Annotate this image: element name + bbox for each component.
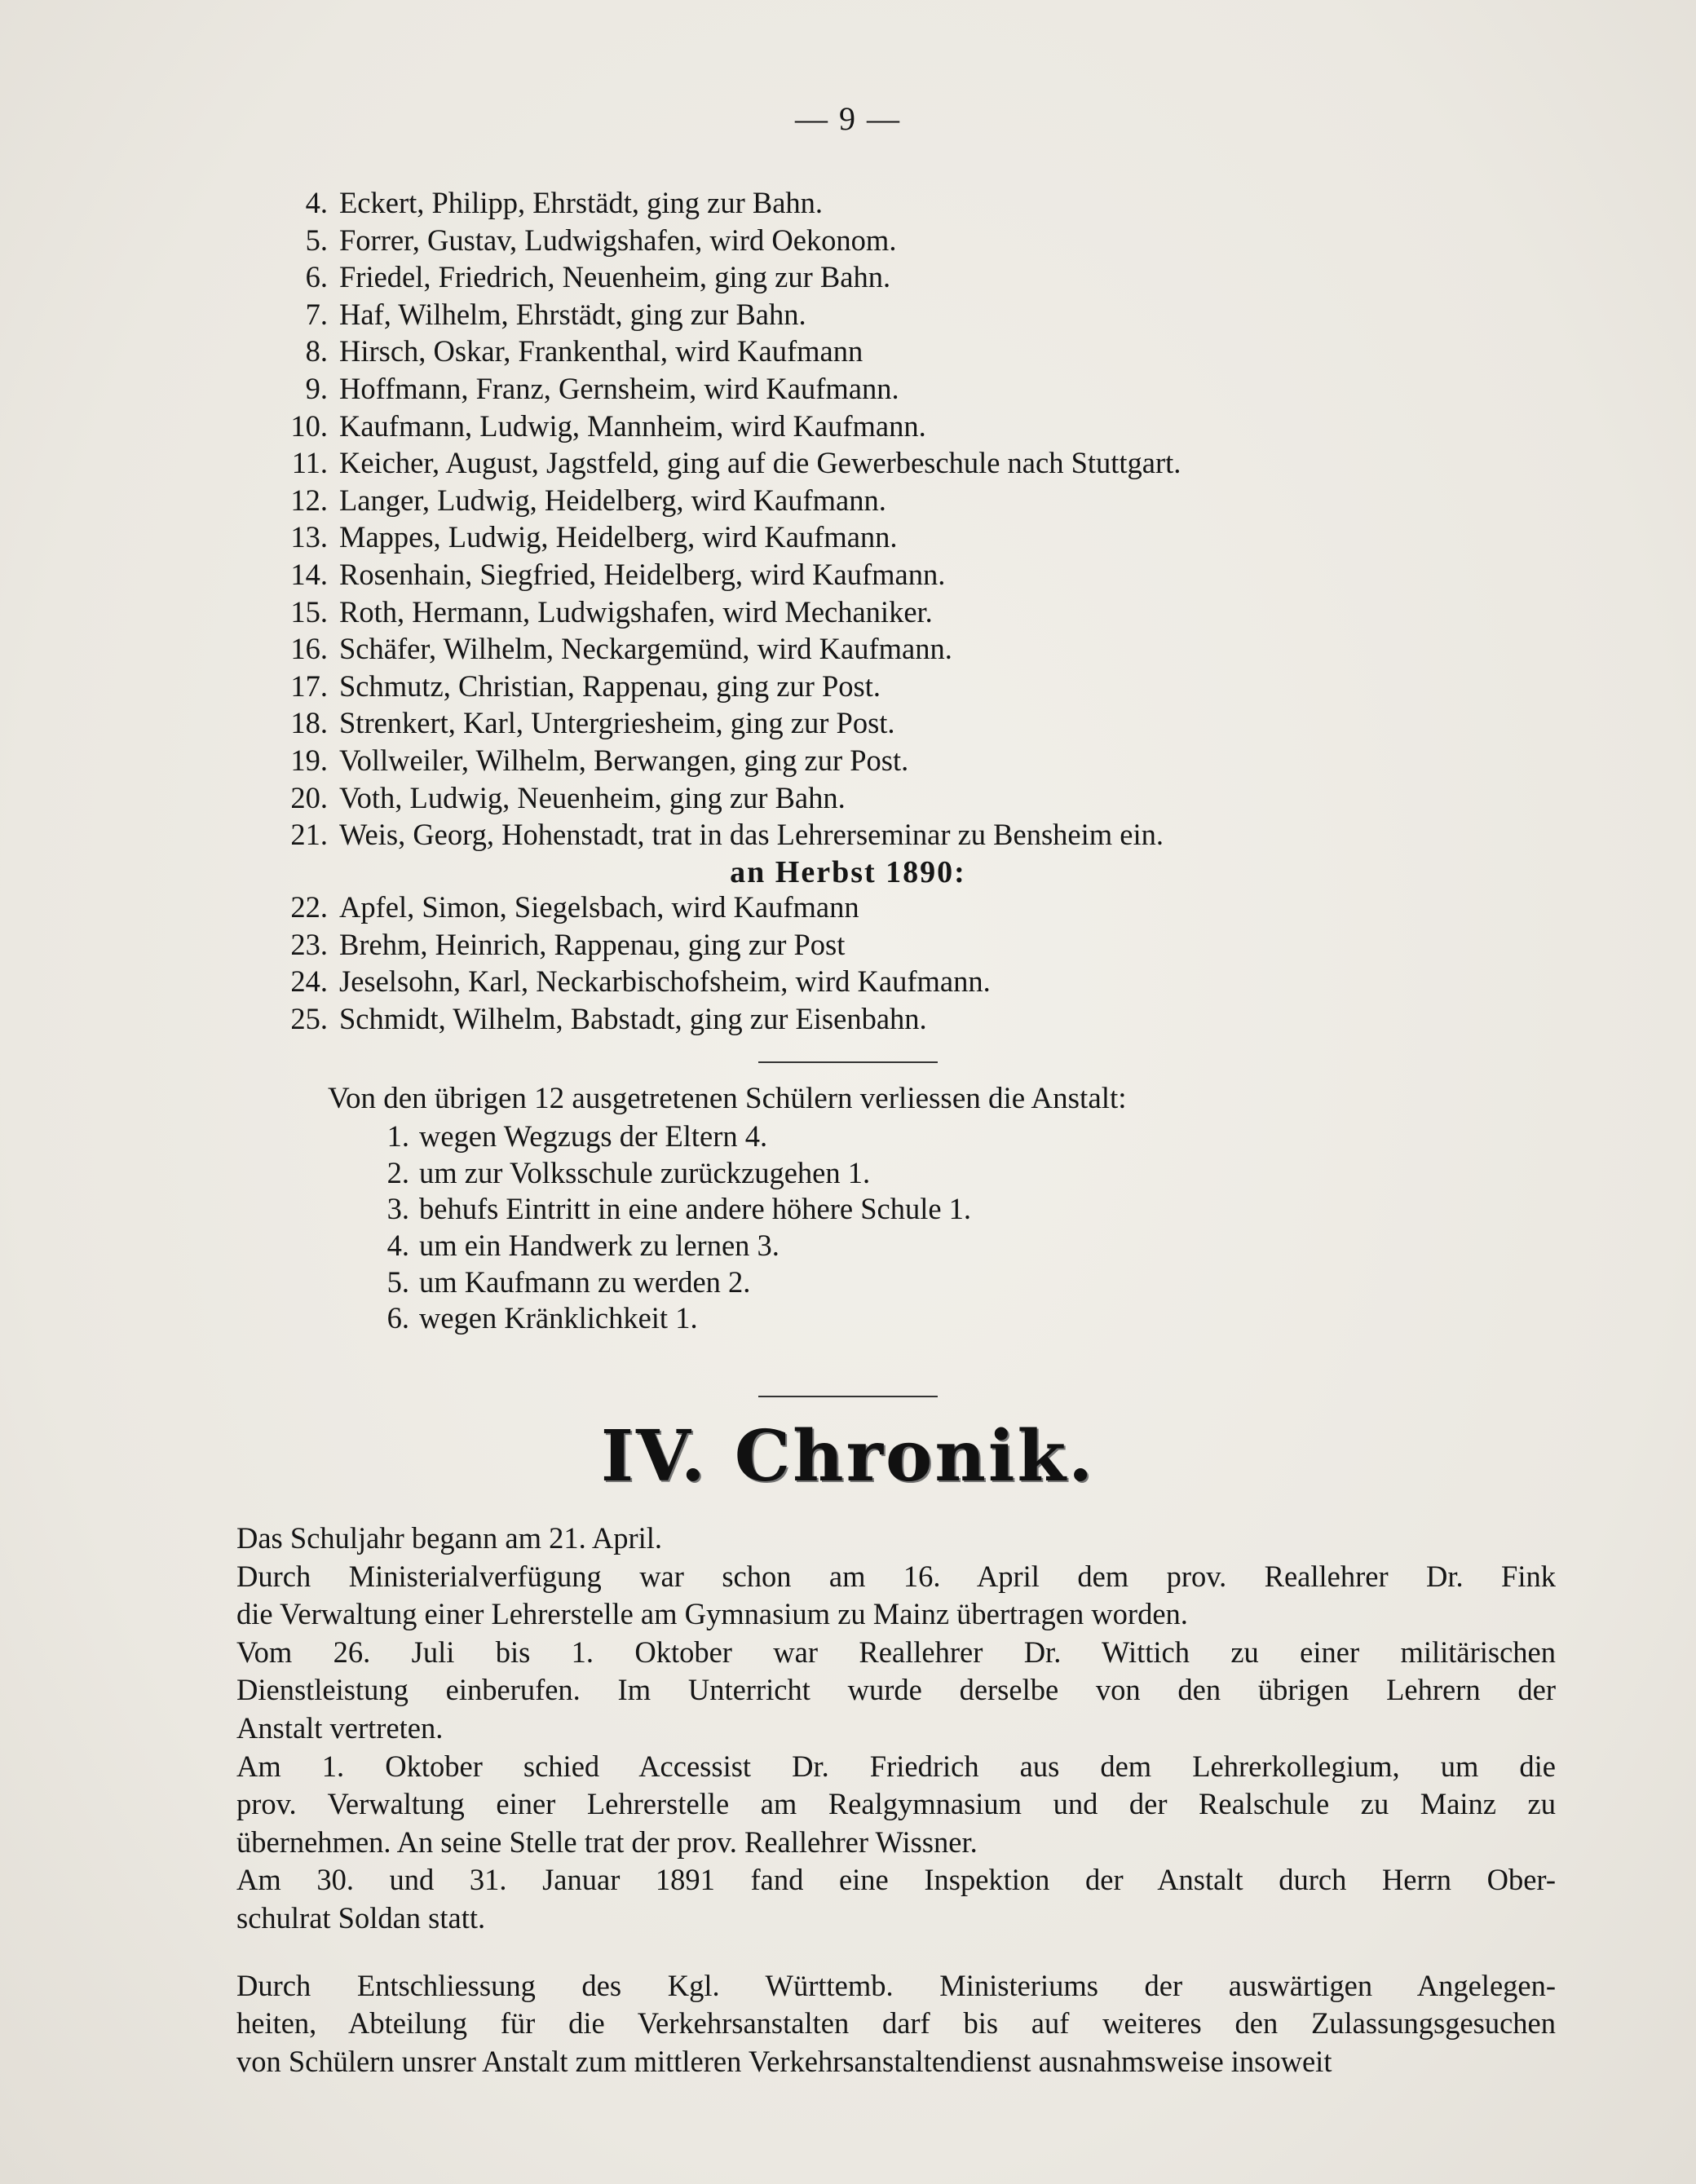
list-item-text: um ein Handwerk zu lernen 3.: [419, 1229, 780, 1263]
departure-reasons-list: [377, 1118, 1518, 1337]
text-line: Am 1. Oktober schied Accessist Dr. Friedrich aus dem Lehrerkollegium, um die: [236, 1749, 1556, 1783]
list-item-number: 25.: [290, 1001, 328, 1035]
list-item-number: 19.: [290, 743, 328, 777]
text-line: Am 30. und 31. Januar 1891 fand eine Inspektion der Anstalt durch Herrn Ober-: [236, 1863, 1556, 1897]
list-item: [377, 1191, 1518, 1228]
others-intro: Von den übrigen 12 ausgetretenen Schülern verliessen die Anstalt:: [328, 1082, 1127, 1115]
list-item-text: Brehm, Heinrich, Rappenau, ging zur Post: [339, 927, 846, 961]
paragraph-gap: [145, 1938, 1556, 1967]
list-item-number: 10.: [290, 408, 328, 443]
list-item-text: Schäfer, Wilhelm, Neckargemünd, wird Kaufmann.: [339, 632, 952, 666]
text-line: Durch Ministerialverfügung war schon am 16. April dem prov. Reallehrer Dr. Fink: [236, 1559, 1556, 1593]
list-item-number: 15.: [290, 594, 328, 629]
list-item: [277, 518, 1549, 556]
list-item-number: 21.: [290, 818, 328, 852]
autumn-subheading: an Herbst 1890:: [730, 855, 966, 889]
text-line: Vom 26. Juli bis 1. Oktober war Reallehrer Dr. Wittich zu einer militärischen: [236, 1635, 1556, 1669]
page-number: — 9 —: [795, 100, 901, 137]
list-item-number: 22.: [290, 890, 328, 924]
list-item: [377, 1155, 1518, 1192]
list-item-text: Weis, Georg, Hohenstadt, trat in das Lehrerseminar zu Bensheim ein.: [339, 818, 1164, 852]
list-item-number: 8.: [305, 334, 328, 368]
text-line: Anstalt vertreten.: [236, 1710, 444, 1745]
list-item: [277, 1000, 1549, 1038]
list-item: [377, 1228, 1518, 1264]
list-item-number: 5.: [305, 223, 328, 257]
list-item-text: Haf, Wilhelm, Ehrstädt, ging zur Bahn.: [339, 297, 806, 331]
text-line: von Schülern unsrer Anstalt zum mittleren Verkehrsanstaltendienst ausnahmsweise insoweit: [236, 2044, 1332, 2078]
list-item: [377, 1300, 1518, 1337]
list-item-text: Hirsch, Oskar, Frankenthal, wird Kaufmann: [339, 334, 863, 368]
list-item-text: wegen Kränklichkeit 1.: [419, 1301, 698, 1335]
list-item: [277, 963, 1549, 1000]
text-line: heiten, Abteilung für die Verkehrsanstalten darf bis auf weiteres den Zulassungsgesuchen: [236, 2006, 1556, 2041]
list-item-number: 1.: [386, 1119, 409, 1153]
list-item-number: 4.: [386, 1229, 409, 1263]
list-item: [277, 370, 1549, 408]
text-line: Das Schuljahr begann am 21. April.: [236, 1521, 663, 1555]
list-item-text: Vollweiler, Wilhelm, Berwangen, ging zur Post.: [339, 743, 909, 777]
list-item: [277, 333, 1549, 370]
list-item: [377, 1118, 1518, 1155]
list-item: [277, 630, 1549, 668]
list-item-number: 18.: [290, 706, 328, 740]
paragraph: [145, 1967, 1556, 2081]
divider-rule: [758, 1396, 938, 1397]
list-item-text: Strenkert, Karl, Untergriesheim, ging zur Post.: [339, 706, 895, 740]
list-item-number: 6.: [305, 260, 328, 294]
list-item-number: 5.: [386, 1264, 409, 1299]
list-item-number: 7.: [305, 297, 328, 331]
text-line: die Verwaltung einer Lehrerstelle am Gymnasium zu Mainz übertragen worden.: [236, 1597, 1188, 1631]
list-item: [277, 444, 1549, 482]
list-item-text: wegen Wegzugs der Eltern 4.: [419, 1119, 768, 1153]
divider-rule: [758, 1061, 938, 1063]
list-item-number: 11.: [291, 446, 328, 480]
list-item-text: Mappes, Ludwig, Heidelberg, wird Kaufmann.: [339, 520, 898, 554]
list-item-text: Forrer, Gustav, Ludwigshafen, wird Oekonom.: [339, 223, 897, 257]
list-item-text: Voth, Ludwig, Neuenheim, ging zur Bahn.: [339, 780, 846, 814]
text-line: Durch Entschliessung des Kgl. Württemb. Ministeriums der auswärtigen Angelegen-: [236, 1968, 1556, 2002]
list-item-number: 20.: [290, 780, 328, 814]
list-item-text: Apfel, Simon, Siegelsbach, wird Kaufmann: [339, 890, 859, 924]
list-item-text: Friedel, Friedrich, Neuenheim, ging zur Bahn.: [339, 260, 891, 294]
list-item: [277, 593, 1549, 631]
list-item: [277, 184, 1549, 222]
list-item-text: um zur Volksschule zurückzugehen 1.: [419, 1155, 871, 1189]
list-item-number: 4.: [305, 186, 328, 219]
list-item-number: 16.: [290, 632, 328, 666]
list-item-number: 23.: [290, 927, 328, 961]
list-item: [277, 742, 1549, 779]
section-heading: IV. Chronik.: [600, 1415, 1096, 1498]
list-item-number: 6.: [386, 1301, 409, 1335]
list-item: [277, 668, 1549, 705]
list-item-text: Hoffmann, Franz, Gernsheim, wird Kaufmann.: [339, 371, 899, 405]
paragraph: [145, 1861, 1556, 1937]
list-item-text: Schmidt, Wilhelm, Babstadt, ging zur Eisenbahn.: [339, 1001, 927, 1035]
list-item-text: Jeselsohn, Karl, Neckarbischofsheim, wird Kaufmann.: [339, 964, 991, 999]
text-line: übernehmen. An seine Stelle trat der prov. Reallehrer Wissner.: [236, 1824, 978, 1859]
text-line: prov. Verwaltung einer Lehrerstelle am Realgymnasium und der Realschule zu Mainz zu: [236, 1787, 1556, 1821]
text-line: schulrat Soldan statt.: [236, 1900, 486, 1935]
list-item: [277, 556, 1549, 593]
list-item: [277, 222, 1549, 259]
list-item-number: 2.: [386, 1155, 409, 1189]
paragraph: [145, 1558, 1556, 1634]
list-item-text: Schmutz, Christian, Rappenau, ging zur Post.: [339, 668, 881, 703]
departed-students-list: [277, 184, 1549, 854]
paragraph: [145, 1520, 1556, 1558]
list-item: [277, 889, 1549, 926]
list-item: [277, 926, 1549, 964]
list-item: [277, 779, 1549, 817]
paragraph: [145, 1748, 1556, 1862]
list-item: [277, 296, 1549, 333]
list-item-text: behufs Eintritt in eine andere höhere Schule 1.: [419, 1192, 972, 1226]
list-item: [277, 704, 1549, 742]
list-item-text: Eckert, Philipp, Ehrstädt, ging zur Bahn.: [339, 186, 824, 219]
list-item-number: 24.: [290, 964, 328, 999]
list-item: [277, 816, 1549, 854]
chronicle-text: [145, 1520, 1556, 2080]
list-item-text: Langer, Ludwig, Heidelberg, wird Kaufmann.: [339, 483, 886, 517]
text-line: Dienstleistung einberufen. Im Unterricht wurde derselbe von den übrigen Lehrern der: [236, 1673, 1556, 1707]
autumn-students-list: [277, 889, 1549, 1037]
list-item-number: 12.: [290, 483, 328, 517]
list-item: [277, 482, 1549, 519]
list-item: [377, 1264, 1518, 1301]
list-item-text: Kaufmann, Ludwig, Mannheim, wird Kaufmann.: [339, 408, 926, 443]
list-item-text: um Kaufmann zu werden 2.: [419, 1264, 751, 1299]
list-item-text: Rosenhain, Siegfried, Heidelberg, wird Kaufmann.: [339, 557, 946, 591]
list-item-number: 3.: [386, 1192, 409, 1226]
list-item-number: 13.: [290, 520, 328, 554]
list-item-number: 17.: [290, 668, 328, 703]
list-item: [277, 258, 1549, 296]
list-item-text: Roth, Hermann, Ludwigshafen, wird Mechaniker.: [339, 594, 933, 629]
list-item-text: Keicher, August, Jagstfeld, ging auf die Gewerbeschule nach Stuttgart.: [339, 446, 1181, 480]
paragraph: [145, 1634, 1556, 1748]
list-item-number: 14.: [290, 557, 328, 591]
list-item-number: 9.: [305, 371, 328, 405]
list-item: [277, 408, 1549, 445]
